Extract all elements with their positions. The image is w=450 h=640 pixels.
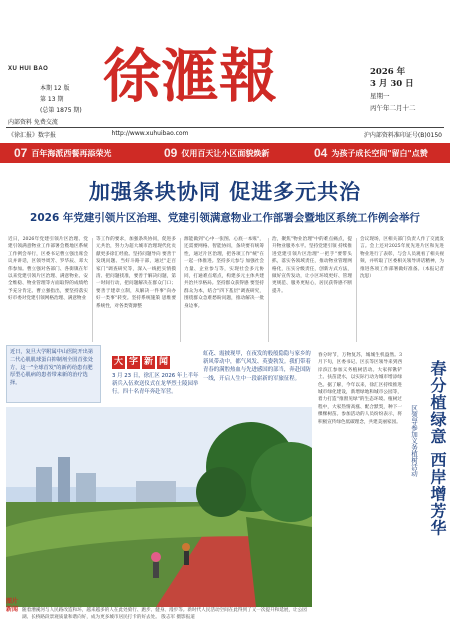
teaser-page-number: 07 — [14, 146, 28, 160]
issue-info — [40, 83, 82, 116]
brief-continued: 虹花、霞披现甲，在夜发的般般隐隐与家乡的新风带动中，都气风发、英姿勃发。我们带着青春的满腔热血与先进感国的部当，奔赴国防一线，开启人生中一段崭新的军旅征程。 — [203, 351, 311, 382]
article-column: 等工作的要求，加强条块协同，促进多元共治，努力为超大城市治理现代化贡献更多徐汇经验。坚持问题导向 要善于发现问题、当好斗路干部，通过"走百家门"调查研究等，深入一线把实情摸清、把问题找准，要善于解决问题，第一时间行动，把问题解决在群众门口；要善于建章立制，从解决一件事"向办好一类事"转变。坚持系统施策 思维要系统性，对各类资源整 — [96, 237, 176, 309]
teaser-item[interactable] — [0, 143, 150, 163]
teaser-text: 为孩子成长空间"留白"点赞 — [331, 148, 428, 158]
article-column: 近日，2026年党建引领片区治理、党建引领满意物业工作部署会暨地区系统工作例会举行，区委书记曹立强出席会议并讲话，区领导周芳、罗华辰、邓大伟参加。曹立强对各部门、各街镇在年以来党建引领片区治理、满意物业、安全维稳、物业管理等方面取得的成绩给予充分肯定。曹立强指出，要坚持落实好市委对党建引领网格治理、满意物业 — [8, 237, 88, 302]
license-number: 沪内部资料准印证号(B)0150 — [363, 132, 442, 139]
internal-note: 内部资料 免费交流 — [8, 119, 58, 126]
teaser-text: 百年海派西餐再添荣光 — [31, 148, 112, 158]
logo-text: 徐滙報 — [103, 42, 278, 106]
brief-label — [112, 356, 192, 369]
issue-line: 第 13 期 — [40, 96, 64, 103]
lead-subheadline: 2026 年党建引领片区治理、党建引领满意物业工作部署会暨地区系统工作例会举行 — [30, 212, 420, 224]
date-year: 2026 年 — [370, 67, 406, 77]
news-photo — [6, 407, 312, 607]
notice-box — [6, 345, 101, 403]
column-divider — [356, 238, 357, 342]
teaser-page-number: 09 — [164, 146, 178, 160]
date-monthday: 3 月 30 日 — [370, 79, 414, 89]
side-story-headline: 春分植绿意 西岸增芳华 — [428, 360, 447, 537]
notice-text: 近日，复旦大学附属中山医院开出第二代心肌肌球蛋白抑制剂全国首张处方，这一"全球首发"的新药给患有肥厚型心肌病的患者带来新的治疗选择。 — [10, 349, 94, 387]
teaser-ribbon — [0, 143, 450, 163]
info-bar — [8, 130, 442, 139]
edition-label: 《徐汇报》数字报 — [8, 132, 57, 139]
article-column: 会议现场，区相关部门负责人作了交流发言。会上还对2025年度先进片区和先进物业进行了表彰，与会人员观看了相关视频，并听取了区委相关领导讲话精神，为推进各项工作部署做好准备。（本报记者 沈思） — [360, 237, 444, 280]
divider — [6, 127, 444, 128]
teaser-text: 仅用百天让小区面貌焕新 — [181, 148, 270, 158]
photo-tag-line: 新闻 — [6, 606, 19, 613]
column-divider — [268, 238, 269, 342]
article-column: 治，聚焦"物业治理"中的难点痛点，提升物业服务水平。坚持党建引领 持续推进党建引领片区治理"一把手"要带头抓，落实各领域责任，推动物业管理网格化，压实分级责任，创新方式方法，做好宣传发动，让小区环境更好、管理更规范、服务更贴心，居民获得感不断提升。 — [272, 237, 352, 294]
masthead — [0, 0, 450, 144]
photo-tag-line: 图片 — [6, 598, 19, 605]
column-divider — [180, 238, 181, 342]
photo-caption: 随着漕溪河与人民路改造和环，越来越多的人在此处骑行、跑步、健身、漫步等。新时代人民活动空间在此得到了又一次提升和延展，让公园湖、长桥路段景观质量和谐向好，成为更多城市居民打卡的好去处。 殷志军 摄影报道 — [22, 608, 307, 620]
column-divider — [92, 238, 93, 342]
website-link[interactable]: http://www.xuhuibao.com — [111, 130, 189, 137]
teaser-item[interactable] — [150, 143, 300, 163]
brief-label-char: 新 — [143, 357, 153, 367]
article-column: 源能做到"心中一张图、心底一本账"，还需要网格、智能协同，条块要有统筹性，通过片区治理，把各项工作"统"在一起一体推进。坚持多元参与 加强社会力量、企业参与等，实现社会多元协同，打通难点堵点，构建多元主体共建共治共享格局。坚持群众获得感 要坚持群众为本，结合"四下基层"调查研究，围绕群众急难愁盼问题，推动解决一批身边事。 — [184, 237, 264, 309]
issue-line: (总第 1875 期) — [40, 107, 82, 114]
photo-illustration — [6, 407, 312, 607]
date-weekday: 星期一 — [370, 92, 390, 100]
side-story-body: 春分时节，万物复苏，城城生机盎然。3月下旬，区委书记、区长等区领导来到西岸滨江参加义务植树活动。大家挥锹铲土、扶苗浇水，以实际行动为城市增添绿色。据了解，今年以来，徐汇区持续推进城市绿化建设，新增绿地和城市公园等，着力打造"推窗见绿"的生态环境。植树过程中，大家热情高涨、配合默契，种下一棵棵树苗。参加活动的人员纷纷表示，将积极宣传绿色低碳理念，共建美丽家园。 — [318, 353, 402, 425]
issue-line: 本期 12 版 — [40, 85, 70, 92]
brief-label-char: 字 — [128, 357, 138, 367]
teaser-page-number: 04 — [314, 146, 328, 160]
lead-headline: 加强条块协同 促进多元共治 — [88, 180, 362, 204]
newspaper-logo — [103, 42, 373, 106]
teaser-item[interactable] — [300, 143, 450, 163]
brief-label-char: 闻 — [158, 357, 168, 367]
date-lunar: 丙午年二月十二 — [370, 104, 416, 112]
brief-text: 3 月 23 日，徐汇区 2026 年上半年新兵入伍欢送仪式在龙华烈士陵园举行。四十名青年奔赴军营。 — [112, 373, 199, 395]
photo-tag — [6, 598, 18, 614]
brief-label-char: 大 — [113, 357, 123, 367]
masthead-pinyin: XU HUI BAO — [8, 66, 49, 72]
side-story-subhead: 区领导参加义务植树活动 — [410, 405, 418, 477]
date-block — [370, 66, 416, 114]
